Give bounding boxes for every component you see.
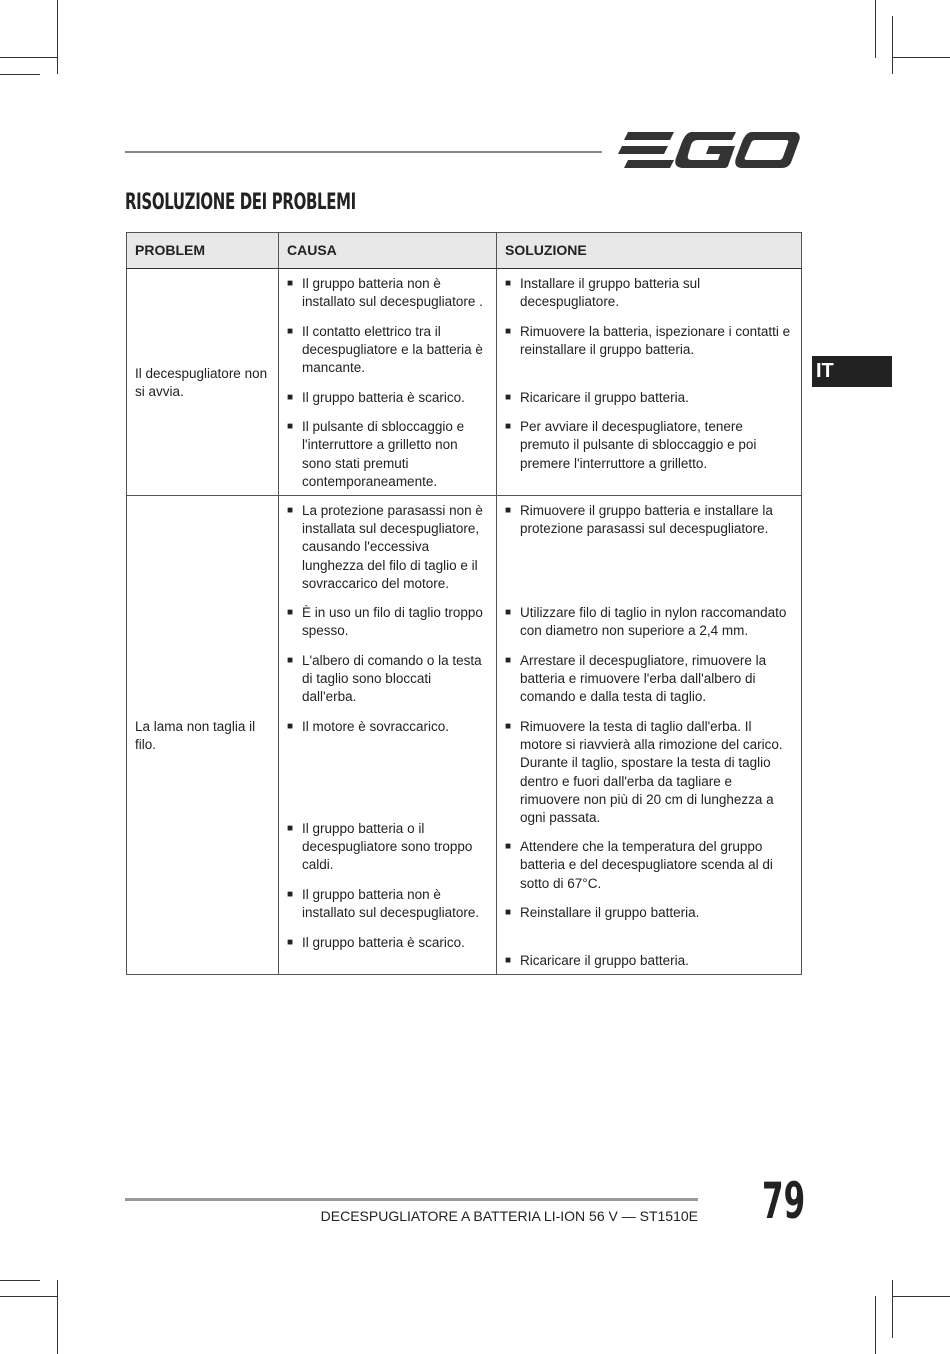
problem-cell: Il decespugliatore non si avvia.: [127, 269, 279, 496]
list-item: [287, 604, 488, 641]
solution-cell: [497, 269, 802, 496]
list-item: [505, 604, 793, 641]
solution-text: Rimuovere il gruppo batteria e installare la protezione parasassi sul decespugliatore.: [520, 503, 773, 537]
list-item: [505, 323, 793, 378]
list-item: [287, 718, 488, 809]
list-item: [505, 389, 793, 407]
cause-text: È in uso un filo di taglio troppo spesso.: [302, 605, 483, 639]
cause-text: Il gruppo batteria o il decespugliatore sono troppo caldi.: [302, 821, 473, 873]
cause-text: Il motore è sovraccarico.: [302, 719, 450, 735]
solution-text: Per avviare il decespugliatore, tenere premuto il pulsante di sbloccaggio e poi premere l'interruttore a grilletto.: [520, 419, 757, 471]
column-header-solution: SOLUZIONE: [497, 233, 802, 269]
solution-cell: [497, 496, 802, 975]
list-item: [287, 389, 488, 407]
crop-mark: [0, 74, 40, 75]
bullet-icon: ■: [505, 607, 512, 619]
solution-text: Arrestare il decespugliatore, rimuovere la batteria e rimuovere l'erba dall'albero di comando e dalla testa di taglio.: [520, 653, 767, 705]
list-item: [505, 652, 793, 707]
list-item: [287, 323, 488, 378]
bullet-icon: ■: [505, 841, 512, 853]
cause-text: L'albero di comando o la testa di taglio sono bloccati dall'erba.: [302, 653, 482, 705]
language-tab: IT: [812, 356, 892, 387]
bullet-icon: ■: [287, 505, 294, 517]
cause-text: Il contatto elettrico tra il decespugliatore e la batteria è mancante.: [302, 324, 483, 376]
crop-mark: [892, 16, 893, 74]
bullet-icon: ■: [287, 889, 294, 901]
bullet-icon: ■: [287, 421, 294, 433]
cause-text: Il gruppo batteria è scarico.: [302, 935, 465, 951]
bullet-icon: ■: [505, 278, 512, 289]
crop-mark: [892, 57, 950, 58]
list-item: [505, 502, 793, 593]
solution-text: Attendere che la temperatura del gruppo batteria e del decespugliatore scenda al di sotto di 67°C.: [520, 839, 773, 891]
table-row: [127, 496, 802, 975]
crop-mark: [0, 1280, 40, 1281]
bullet-icon: ■: [287, 392, 294, 403]
crop-mark: [892, 1296, 950, 1297]
troubleshooting-table: [126, 232, 802, 975]
column-header-problem: PROBLEM: [127, 233, 279, 269]
list-item: [505, 275, 793, 312]
solution-text: Rimuovere la testa di taglio dall'erba. Il motore si riavvierà alla rimozione del carico. Durante il taglio, spostare la testa di taglio dentro e fuori dall'erba da tagliare e rimuovere non più di 20 cm di lunghezza a ogni passata.: [520, 719, 783, 826]
list-item: [287, 886, 488, 923]
list-item: [505, 718, 793, 827]
crop-mark: [57, 0, 58, 74]
footer-product-title: DECESPUGLIATORE A BATTERIA LI-ION 56 V — ST1510E: [320, 1208, 698, 1224]
crop-mark: [0, 1296, 58, 1297]
cause-text: La protezione parasassi non è installata sul decespugliatore, causando l'eccessiva lunghezza del filo di taglio e il sovraccarico del motore.: [302, 503, 483, 591]
problem-cell: La lama non taglia il filo.: [127, 496, 279, 975]
list-item: [287, 934, 488, 952]
page-number: 79: [762, 1172, 806, 1230]
solution-text: Ricaricare il gruppo batteria.: [520, 953, 689, 969]
bullet-icon: ■: [287, 721, 294, 733]
cause-text: Il gruppo batteria è scarico.: [302, 390, 465, 405]
solution-text: Reinstallare il gruppo batteria.: [520, 905, 700, 921]
bullet-icon: ■: [287, 607, 294, 619]
bullet-icon: ■: [287, 655, 294, 667]
solution-text: Rimuovere la batteria, ispezionare i contatti e reinstallare il gruppo batteria.: [520, 324, 791, 358]
footer-rule: [125, 1198, 698, 1201]
crop-mark: [57, 1280, 58, 1354]
bullet-icon: ■: [287, 326, 294, 337]
bullet-icon: ■: [505, 655, 512, 667]
cause-cell: [279, 496, 497, 975]
list-item: [287, 502, 488, 593]
cause-text: Il pulsante di sbloccaggio e l'interruttore a grilletto non sono stati premuti contemporaneamente.: [302, 419, 465, 489]
list-item: [505, 904, 793, 941]
bullet-icon: ■: [505, 721, 512, 733]
crop-mark: [0, 57, 58, 58]
solution-text: Utilizzare filo di taglio in nylon raccomandato con diametro non superiore a 2,4 mm.: [520, 605, 787, 639]
cause-text: Il gruppo batteria non è installato sul decespugliatore.: [302, 887, 480, 921]
list-item: [505, 952, 793, 970]
cause-text: Il gruppo batteria non è installato sul decespugliatore .: [302, 276, 483, 310]
cause-cell: [279, 269, 497, 496]
crop-mark: [892, 1280, 893, 1338]
list-item: [505, 838, 793, 893]
bullet-icon: ■: [287, 937, 294, 949]
bullet-icon: ■: [287, 278, 294, 289]
crop-mark: [875, 1296, 876, 1354]
list-item: [287, 275, 488, 312]
column-header-cause: CAUSA: [279, 233, 497, 269]
bullet-icon: ■: [505, 421, 512, 433]
list-item: [287, 652, 488, 707]
list-item: [505, 418, 793, 473]
table-header-row: [127, 233, 802, 269]
bullet-icon: ■: [505, 392, 512, 403]
bullet-icon: ■: [505, 955, 512, 967]
page-title: RISOLUZIONE DEI PROBLEMI: [125, 190, 356, 215]
bullet-icon: ■: [287, 823, 294, 835]
crop-mark: [875, 0, 876, 58]
table-row: [127, 269, 802, 496]
bullet-icon: ■: [505, 907, 512, 919]
header-rule: [125, 151, 602, 153]
bullet-icon: ■: [505, 505, 512, 517]
solution-text: Ricaricare il gruppo batteria.: [520, 390, 689, 405]
ego-logo: [618, 128, 800, 172]
solution-text: Installare il gruppo batteria sul decespugliatore.: [520, 276, 701, 310]
list-item: [287, 820, 488, 875]
list-item: [287, 418, 488, 491]
bullet-icon: ■: [505, 326, 512, 337]
